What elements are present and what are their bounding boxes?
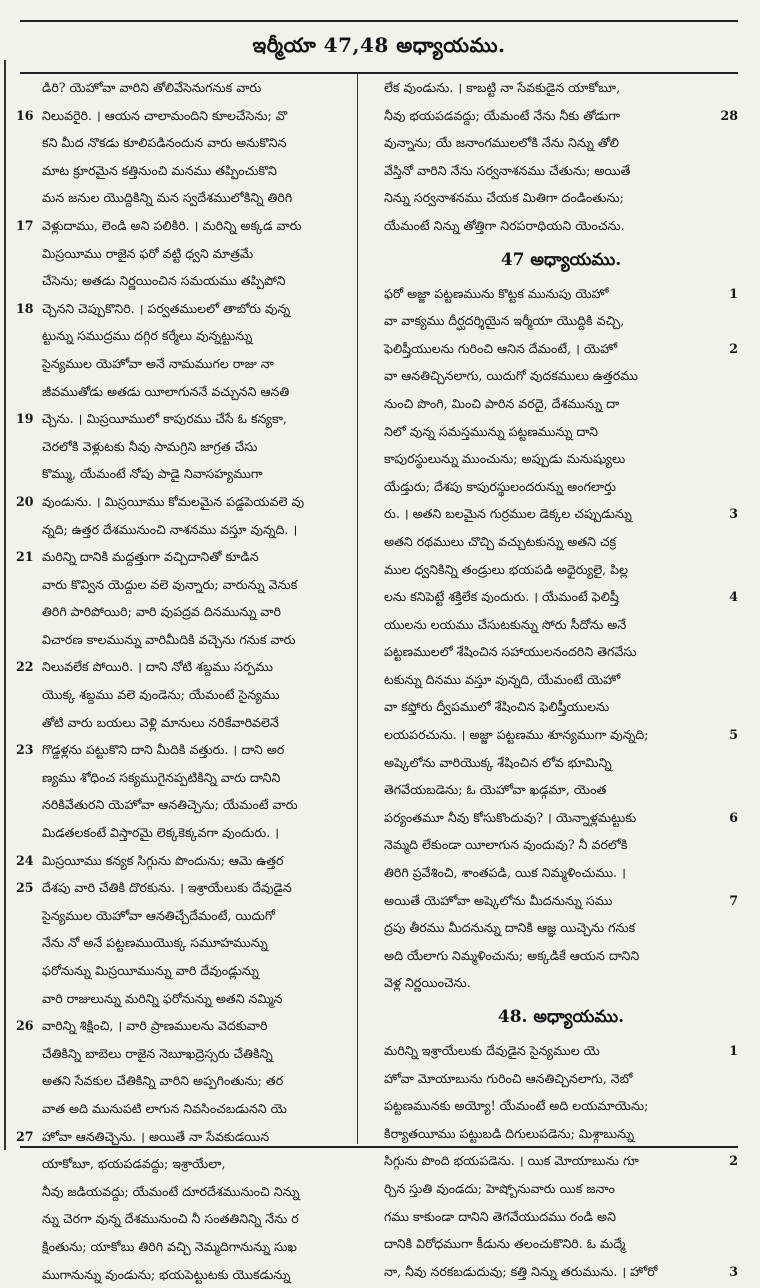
verse-line (384, 721, 738, 749)
verse-line (384, 831, 738, 859)
verse-line (384, 556, 738, 584)
verse-number: 21 (16, 549, 34, 565)
line-text: చ్చెను. । మిస్రయీములో కాపురము చేసే ఓ కన్యకా, (42, 411, 287, 427)
verse-line (16, 102, 372, 130)
line-text: వాత అది మునుపటి లాగున నివసించబడునని యె (42, 1100, 287, 1116)
line-text: యేడ్తురు; దేశపు కాపురస్థులందరున్ను అంగలార్తు (384, 478, 616, 494)
verse-number: 18 (16, 300, 34, 316)
line-text: లయపరచును. । అజ్జా పట్టణము శూన్యముగా వున్నది; (384, 727, 649, 743)
verse-line (384, 500, 738, 528)
line-text: నేను నో అనే పట్టణముయొక్క సమూహమున్ను (42, 935, 268, 951)
verse-line (20, 985, 372, 1013)
line-text: గము కాకుండా దానిని తెగవేయుదము రండి అని (384, 1208, 616, 1224)
verse-line (16, 405, 372, 433)
verse-number: 20 (16, 493, 34, 509)
line-text: నీవు భయపడవద్దు; యేమంటే నేను నీకు తోడుగా (384, 107, 620, 123)
verse-line (384, 1203, 738, 1231)
verse-line (384, 390, 738, 418)
verse-number: 2 (729, 1153, 738, 1169)
verse-line (20, 350, 372, 378)
line-text: వారిన్ని శిక్షించి, । వారి ప్రాణములను వెదకువారి (42, 1018, 268, 1034)
verse-line (384, 1258, 738, 1286)
page-header (20, 20, 738, 74)
line-text: అది యేలాగు నిమ్మళించును; అక్కడికే ఆయన దానిని (384, 947, 640, 963)
verse-line (20, 1233, 372, 1261)
line-text: న్నది; ఉత్తర దేశమునుంచి నాశనము వస్తూ వున్నది. । (42, 521, 298, 537)
verse-line (384, 1092, 738, 1120)
line-text: అతని సేవకుల చేతికిన్ని వారిని అప్పగింతును; తర (42, 1073, 284, 1089)
line-text: టకున్ను దినము వస్తూ వున్నది, యేమంటే యెహో (384, 671, 621, 687)
verse-line (20, 516, 372, 544)
line-text: నిలువరైరి. । ఆయన చాలామందిని కూలచేసెను; వొ (42, 107, 288, 123)
line-text: లేక వుండును. । కాబట్టి నా సేవకుడైన యాకోబూ, (384, 80, 621, 95)
verse-line (20, 129, 372, 157)
verse-line (384, 129, 738, 157)
verse-line (20, 681, 372, 709)
text-columns (16, 74, 738, 1282)
line-text: పట్టణమునకు అయ్యో! యేమంటే అది లయమాయెను; (384, 1098, 649, 1114)
line-text: వుండును. । మిస్రయీము కోమలమైన పడ్డపెయవలె వు (42, 493, 305, 509)
line-text: నెమ్మది లేకుండా యీలాగున వుందువు? నీ వరలోకి (384, 837, 628, 853)
verse-line (384, 887, 738, 915)
right-column (384, 74, 738, 1279)
verse-line (384, 638, 738, 666)
verse-line (20, 626, 372, 654)
verse-number: 26 (16, 1018, 34, 1034)
line-text: డిరి? యెహోవా వారిని తోలివేసెనుగనుక వారు (42, 80, 262, 95)
verse-number: 23 (16, 742, 34, 758)
verse-line (384, 969, 738, 997)
line-text: ఫరో అజ్జా పట్టణమును కొట్టక మునుపు యెహో (384, 285, 609, 301)
line-text: కిర్యాతయీము పట్టుబడి దిగులుపడెను; మిశ్గాబున్ను (384, 1125, 635, 1141)
line-text: ట్టున్ను సముద్రము దగ్గిర కర్మేలు వున్నట్టున్ను (42, 328, 253, 344)
line-text: నరికివేతురని యెహోవా ఆనతిచ్చెను; యేమంటే వారు (42, 797, 298, 813)
verse-line (16, 1012, 372, 1040)
verse-line (20, 709, 372, 737)
verse-line (384, 184, 738, 212)
verse-number: 3 (729, 506, 738, 522)
verse-line (16, 212, 372, 240)
verse-line (16, 488, 372, 516)
verse-line (16, 295, 372, 323)
verse-line (20, 819, 372, 847)
verse-number: 4 (729, 589, 738, 605)
line-text: యొక్క శబ్దము వలె వుండెను; యేమంటే సైన్యము (42, 687, 280, 703)
line-text: విచారణ కాలమున్ను వారిమీదికి వచ్చెను గనుక వారు (42, 631, 296, 647)
line-text: అష్కెలోను వారియొక్క శేషించిన లోవ భూమిన్ని (384, 754, 612, 770)
line-text: వేస్తినో వారిని నేను సర్వనాశనము చేతును; అయితే (384, 162, 631, 178)
page-title: ఇర్మీయా 47,48 అధ్యాయము. (252, 32, 506, 57)
line-text: కొమ్ము, యేమంటే నోపు పాడై నివాసహ్యముగా (42, 466, 263, 482)
line-text: రు. । అతని బలమైన గుర్రముల డెక్కల చప్పుడున్ను (384, 506, 632, 522)
line-text: ముగానున్ను వుండును; భయపెట్టుటకు యొకడున్ను (42, 1266, 291, 1282)
verse-line (20, 1261, 372, 1288)
verse-line (20, 378, 372, 406)
line-text: వా వాక్యము దీర్ఘదర్శియైన ఇర్మీయా యొద్దికి వచ్చి, (384, 313, 625, 329)
line-text: వారి రాజులున్ను మరిన్ని ఫరోనున్ను అతని నమ్మిన (42, 990, 283, 1006)
line-text: సైన్యముల యెహోవా ఆనతిచ్చేదేమంటే, యిదుగో (42, 907, 275, 923)
verse-number: 17 (16, 217, 34, 233)
line-text: చేతికిన్ని బాబెలు రాజైన నెబూఖద్రెస్సరు చేతికిన్ని (42, 1045, 273, 1061)
verse-line (384, 445, 738, 473)
line-text: నీవు జడియవద్దు; యేమంటే దూరదేశమునుంచి నిన్ను (42, 1183, 300, 1199)
line-text: నిలువలేక పోయిరి. । దాని నోటి శబ్దము సర్పము (42, 659, 273, 675)
verse-number: 1 (729, 1043, 738, 1058)
line-text: దానికి విరోధముగా కీడును తలంచుకొనిరి. ఓ మద్మే (384, 1236, 626, 1252)
verse-number: 22 (16, 659, 34, 675)
line-text: తోటి వారు బయలు వెళ్లి మానులు నరికేవారివలెనే (42, 714, 279, 730)
line-text: చెరలోకి వెళ్లుటకు నీవు సామగ్రిని జాగ్రత చేసు (42, 438, 258, 454)
verse-line (384, 307, 738, 335)
line-text: చ్చెనని చెప్పుకొనిరి. । పర్వతములలో తాబోరు వున్న (42, 300, 291, 316)
verse-line (384, 1147, 738, 1175)
verse-line (16, 736, 372, 764)
verse-line (384, 611, 738, 639)
line-text: మరిన్ని దానికి మద్దత్తుగా వచ్చిదానితో కూడిన (42, 549, 259, 565)
verse-line (384, 102, 738, 130)
verse-line (16, 543, 372, 571)
chapter-heading: 48. అధ్యాయము. (497, 1007, 625, 1027)
verse-line (384, 335, 738, 363)
verse-line (20, 184, 372, 212)
line-text: తిరిగి పారిపోయిరి; వారి వుపద్రవ దినమున్ను వారి (42, 604, 281, 620)
verse-line (20, 1178, 372, 1206)
verse-line (20, 1040, 372, 1068)
line-text: ముల ధ్వనికిన్ని తండ్రులు భయపడి అధైర్యులై, పిల్ల (384, 561, 629, 577)
verse-line (384, 157, 738, 185)
line-text: లను కనిపెట్టే శక్తిలేక వుందురు. । యేమంటే ఫెలిష్తీ (384, 589, 619, 605)
verse-line (20, 460, 372, 488)
verse-line (20, 157, 372, 185)
verse-number: 1 (729, 285, 738, 301)
line-text: సైన్యముల యెహోవా అనే నామముగల రాజు నా (42, 355, 274, 371)
verse-line (20, 764, 372, 792)
line-text: వెళ్ల నిర్ణయించెను. (384, 975, 471, 991)
verse-line (384, 666, 738, 694)
verse-line (384, 1230, 738, 1258)
line-text: యులను లయము చేసుటకున్ను సోరు సీదోను అనే (384, 616, 627, 632)
line-text: యేమంటే నిన్ను తోత్తిగా నిరపరాధియని యెంచను. (384, 217, 625, 233)
verse-line (20, 240, 372, 268)
verse-line (384, 693, 738, 721)
verse-line (20, 74, 372, 102)
verse-line (384, 1037, 738, 1065)
line-text: పట్టణములలో శేషించిన సహాయులనందరిని తెగవేసు (384, 644, 637, 660)
verse-number: 7 (729, 892, 738, 908)
line-text: వా కఫ్తోరు ద్వీపములో శేషించిన ఫెలిష్తీయులను (384, 699, 610, 715)
chapter-heading: 47 అధ్యాయము. (500, 249, 622, 270)
line-text: క్షింతును; యాకోబు తిరిగి వచ్చి నెమ్మదిగానున్ను సుఖ (42, 1238, 297, 1254)
line-text: యాకోబూ, భయపడవద్దు; ఇశ్రాయేలా, (42, 1156, 226, 1172)
verse-line (20, 1150, 372, 1178)
line-text: మిస్రయీము రాజైన ఫరో వట్టి ధ్వని మాత్రమే (42, 245, 254, 261)
verse-line (20, 929, 372, 957)
verse-line (16, 847, 372, 875)
line-text: తిరిగి ప్రవేశించి, శాంతపడి, యిక నిమ్మళించుము. । (384, 865, 626, 881)
verse-number: 19 (16, 411, 34, 427)
verse-line (20, 791, 372, 819)
line-text: నిన్ను సర్వనాశనము చేయక మితిగా దండింతును; (384, 190, 624, 206)
line-text: చేసెను; అతడు నిర్ణయించిన సమయము తప్పిపోని (42, 273, 286, 289)
verse-number: 27 (16, 1128, 34, 1144)
line-text: అతని రథములు చొచ్చి వచ్చుటకున్ను అతని చక్ర (384, 533, 617, 549)
verse-line (20, 957, 372, 985)
line-text: సిగ్గును పొంది భయపడెను. । యిక మోయాబును గూ (384, 1153, 639, 1169)
line-text: మాట క్రూరమైన కత్తినుంచి మనము తప్పించుకొని (42, 162, 277, 178)
verse-number: 3 (729, 1263, 738, 1279)
line-text: హోవా మోయాబును గురించి ఆనతిచ్చినలాగు, నెబో (384, 1070, 633, 1086)
verse-line (384, 1120, 738, 1148)
verse-line (384, 280, 738, 308)
line-text: ర్చిన స్తుతి వుండదు; హెష్బోనువారు యిక జనాం (384, 1180, 615, 1196)
line-text: ఫెలిష్తీయులను గురించి ఆనిన దేమంటే, । యెహో (384, 340, 618, 356)
verse-number: 24 (16, 852, 34, 868)
line-text: నా, నీవు నరకబడుదువు; కత్తి నిన్ను తరుమును. । హోరో (384, 1263, 658, 1279)
verse-line (20, 571, 372, 599)
line-text: పర్యంతమూ నీవు కోసుకొందువు? । యెన్నాళ్లమట్టుకు (384, 809, 637, 825)
line-text: మరిన్ని ఇశ్రాయేలుకు దేవుడైన సైన్యముల యె (384, 1043, 600, 1058)
line-text: గొడ్డళ్లను పట్టుకొని దాని మీదికి వత్తురు. । దాని అర (42, 742, 285, 758)
verse-line (384, 859, 738, 887)
verse-line (384, 1175, 738, 1203)
line-text: జీవముతోడు అతడు యీలాగుననే వచ్చునని ఆనతి (42, 383, 290, 399)
line-text: తెగవేయబడెను; ఓ యెహోవా ఖడ్గమా, యెంత (384, 782, 607, 798)
line-text: వా ఆనతిచ్చినలాగు, యిదుగో వుదకములు ఉత్తరము (384, 368, 638, 384)
line-text: న్ను చెరగా వున్న దేశమునుంచి నీ సంతతినిన్ని నేను ర (42, 1211, 299, 1227)
line-text: ఫరోనున్ను మిస్రయీమున్ను వారి దేవుండ్లున్ను (42, 963, 259, 978)
verse-line (20, 433, 372, 461)
verse-line (20, 1205, 372, 1233)
line-text: మన జనుల యొద్దికిన్ని మన స్వదేశములోకిన్ని తిరిగి (42, 190, 293, 206)
verse-line (384, 473, 738, 501)
line-text: నుంచి పొంగి, మించి పారిన వరదై, దేశమున్ను దా (384, 395, 620, 411)
verse-line (20, 322, 372, 350)
line-text: అయితే యెహోవా అష్కెలోను మీదనున్ను సము (384, 892, 613, 908)
line-text: కాపురస్థులున్ను ముంచును; అప్పుడు మనుష్యులు (384, 451, 626, 467)
verse-number: 2 (729, 340, 738, 356)
line-text: నిలో వున్న సమస్తమున్ను పట్టణమున్ను దాని (384, 423, 598, 439)
verse-line (20, 267, 372, 295)
verse-line (384, 942, 738, 970)
verse-line (20, 598, 372, 626)
verse-number: 5 (729, 727, 738, 743)
verse-line (16, 653, 372, 681)
line-text: వున్నాను; యే జనాంగములలోకి నేను నిన్ను తోలి (384, 135, 619, 151)
verse-line (384, 528, 738, 556)
verse-number: 28 (720, 107, 738, 123)
verse-line (384, 914, 738, 942)
verse-line (384, 362, 738, 390)
verse-number: 25 (16, 880, 34, 896)
left-column (16, 74, 372, 1282)
line-text: కని మీద నొకడు కూలిపడినందున వారు అనుకొనిన (42, 135, 287, 151)
verse-line (384, 776, 738, 804)
line-text: మిస్రయీము కన్యక సిగ్గును పొందును; ఆమె ఉత్తర (42, 852, 284, 868)
verse-line (20, 1095, 372, 1123)
verse-line (384, 1065, 738, 1093)
verse-line (16, 874, 372, 902)
verse-line (384, 212, 738, 240)
bottom-rule (20, 1146, 738, 1148)
verse-number: 16 (16, 107, 34, 123)
line-text: మిడతలకంటే విస్తారమై లెక్కకెక్కవగా వుందురు. । (42, 825, 279, 841)
line-text: వారు కొవ్విన యెద్దుల వలె వున్నారు; వారున్ను వెనుక (42, 576, 298, 592)
verse-line (384, 583, 738, 611)
verse-line (20, 1067, 372, 1095)
verse-number: 6 (729, 809, 738, 825)
verse-line (384, 804, 738, 832)
margin-bracket (4, 60, 12, 1150)
line-text: దేశపు వారి చేతికి దొరకును. । ఇశ్రాయేలుకు దేవుడైన (42, 880, 292, 896)
line-text: ద్రపు తీరము మీదనున్ను దానికి ఆజ్ఞ యిచ్చెను గనుక (384, 920, 636, 936)
line-text: వెళ్లుదాము, లెండి అని పలికిరి. । మరిన్ని అక్కడ వారు (42, 217, 302, 233)
verse-line (384, 749, 738, 777)
line-text: ణ్యము శోధించ సక్యముగైనప్పటికిన్ని వారు దానిని (42, 769, 281, 785)
verse-line (384, 418, 738, 446)
verse-line (20, 902, 372, 930)
verse-line (384, 74, 738, 102)
line-text: హోవా ఆనతిచ్చెను. । అయితే నా సేవకుడయిన (42, 1128, 270, 1144)
